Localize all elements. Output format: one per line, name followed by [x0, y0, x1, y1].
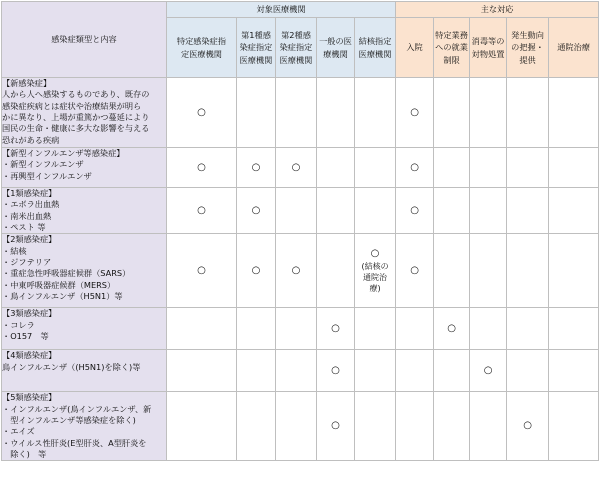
circle-mark: ○ — [197, 204, 206, 216]
table-cell — [167, 78, 237, 148]
column-header-line: 制限 — [443, 54, 460, 65]
disease-category-text: ・O157 等 — [2, 330, 49, 341]
circle-mark: ○ — [251, 265, 261, 276]
main-response-header: 主な対応 — [396, 2, 599, 18]
infectious-disease-table — [1, 1, 599, 461]
disease-category-text: 感染症疾病とは症状や治療結果が明ら — [2, 100, 142, 111]
table-cell — [317, 308, 355, 350]
circle-mark: ○ — [410, 106, 419, 118]
circle-mark: ○ — [483, 365, 493, 376]
disinfection-header — [470, 18, 507, 78]
table-cell — [507, 188, 549, 234]
disease-category-cell — [2, 148, 167, 188]
disease-category-text: ・中東呼吸器症候群（MERS） — [2, 279, 116, 290]
disease-category-title: 【新感染症】 — [2, 78, 52, 88]
disease-category-text: ・再興型インフルエンザ — [2, 170, 92, 181]
table-cell — [276, 308, 317, 350]
table-cell — [396, 188, 434, 234]
column-header-line: 染症指定 — [239, 42, 273, 53]
table-cell — [507, 308, 549, 350]
table-cell — [317, 234, 355, 308]
table-cell — [549, 308, 599, 350]
table-row — [2, 188, 599, 234]
column-header-line: 特定業務 — [435, 30, 468, 41]
type2-designated-hospital-header — [276, 18, 317, 78]
table-cell — [396, 392, 434, 461]
circle-mark: ○ — [197, 161, 206, 173]
column-header-line: 結核指定 — [358, 36, 392, 47]
hospitalization-header — [396, 18, 434, 78]
disease-category-text: 恐れがある疾病 — [2, 134, 60, 145]
table-cell — [470, 234, 507, 308]
table-cell — [167, 308, 237, 350]
table-cell — [470, 392, 507, 461]
disease-category-text: ・ジフテリア — [2, 256, 52, 267]
table-row — [2, 350, 599, 392]
table-cell — [355, 392, 396, 461]
table-cell — [276, 350, 317, 392]
circle-mark: ○ — [331, 420, 340, 432]
disease-category-text: 鳥インフルエンザ（(H5N1)を除く)等 — [2, 361, 141, 372]
table-cell — [434, 78, 470, 148]
table-cell — [470, 188, 507, 234]
table-cell — [434, 350, 470, 392]
table-cell — [507, 78, 549, 148]
table-cell — [396, 350, 434, 392]
table-cell — [276, 188, 317, 234]
table-cell — [237, 350, 276, 392]
disease-category-text: ・結核 — [2, 245, 27, 256]
table-row — [2, 78, 599, 148]
table-cell — [355, 78, 396, 148]
table-cell — [434, 188, 470, 234]
tuberculosis-outpatient-note: 療) — [369, 284, 381, 294]
table-cell — [549, 350, 599, 392]
column-header-line: 特定感染症指 — [176, 36, 227, 47]
column-header-line: 第1種感 — [241, 30, 271, 41]
circle-mark: ○ — [197, 265, 206, 276]
tuberculosis-outpatient-note: 通院治 — [363, 272, 388, 282]
disease-category-text: かに異なり、上場が重篤かつ蔓延により — [2, 111, 150, 122]
disease-category-text: ・インフルエンザ(鳥インフルエンザ、新 — [2, 403, 152, 414]
table-cell — [396, 234, 434, 308]
disease-category-text: ・重症急性呼吸器症候群（SARS） — [2, 268, 131, 279]
tuberculosis-outpatient-note: (結核の — [361, 261, 389, 271]
table-cell — [507, 392, 549, 461]
column-header-line: への就業 — [435, 42, 468, 53]
column-header-line: 医療機関 — [279, 54, 313, 65]
table-row — [2, 148, 599, 188]
table-cell — [276, 234, 317, 308]
table-cell — [167, 188, 237, 234]
disease-category-cell — [2, 350, 167, 392]
table-cell — [434, 234, 470, 308]
table-cell — [237, 392, 276, 461]
disease-category-title: 【3類感染症】 — [2, 308, 57, 319]
table-cell — [549, 188, 599, 234]
table-cell — [470, 350, 507, 392]
column-header-line: 第2種感 — [281, 30, 311, 41]
disease-category-title: 【新型インフルエンザ等感染症】 — [2, 148, 125, 158]
disease-category-title: 【5類感染症】 — [2, 392, 57, 403]
circle-mark: ○ — [410, 161, 419, 173]
table-cell — [167, 148, 237, 188]
table-cell — [396, 148, 434, 188]
column-header-line: 入院 — [406, 42, 423, 53]
table-cell — [549, 148, 599, 188]
disease-category-text: ・鳥インフルエンザ（H5N1）等 — [2, 290, 123, 301]
column-header-line: 療機関 — [323, 48, 348, 59]
column-header-line: 通院治療 — [557, 42, 590, 53]
table-cell — [355, 350, 396, 392]
table-row — [2, 234, 599, 308]
table-cell — [507, 234, 549, 308]
disease-category-text: 人から人へ感染するものであり、既存の — [2, 89, 150, 100]
disease-category-text: 除く) 等 — [2, 448, 47, 459]
disease-category-text: 国民の生命・健康に多大な影響を与える — [2, 123, 150, 134]
circle-mark: ○ — [197, 106, 206, 118]
disease-category-text: ・ウイルス性肝炎(E型肝炎、A型肝炎を — [2, 437, 147, 448]
circle-mark: ○ — [291, 265, 301, 276]
disease-category-text: 型インフルエンザ等感染症を除く) — [2, 414, 136, 425]
table-cell — [276, 148, 317, 188]
table-cell — [434, 392, 470, 461]
target-medical-institutions-header: 対象医療機関 — [167, 2, 396, 18]
table-cell — [317, 392, 355, 461]
table-cell — [317, 148, 355, 188]
disease-category-text: ・コレラ — [2, 319, 35, 330]
table-cell — [434, 148, 470, 188]
disease-category-title: 【4類感染症】 — [2, 350, 57, 361]
table-cell — [237, 234, 276, 308]
table-cell — [434, 308, 470, 350]
circle-mark: ○ — [370, 248, 380, 260]
table-cell — [237, 188, 276, 234]
table-cell — [549, 234, 599, 308]
table-cell — [237, 308, 276, 350]
table-cell — [470, 308, 507, 350]
table-cell — [167, 392, 237, 461]
column-header-line: 医療機関 — [358, 48, 392, 59]
disease-category-cell — [2, 188, 167, 234]
disease-category-title: 【1類感染症】 — [2, 188, 57, 198]
circle-mark: ○ — [410, 265, 419, 276]
table-cell — [167, 350, 237, 392]
disease-category-text: ・南米出血熱 — [2, 210, 52, 221]
disease-category-cell — [2, 392, 167, 461]
table-cell — [317, 78, 355, 148]
circle-mark: ○ — [523, 420, 532, 432]
table-row — [2, 392, 599, 461]
disease-category-text: ・エボラ出血熱 — [2, 199, 60, 210]
column-header-line: 発生動向 — [511, 30, 544, 41]
work-restriction-header — [434, 18, 470, 78]
table-cell — [276, 392, 317, 461]
trend-monitoring-header — [507, 18, 549, 78]
table-cell — [549, 78, 599, 148]
disease-category-cell — [2, 308, 167, 350]
table-row — [2, 308, 599, 350]
table-cell — [355, 148, 396, 188]
table-cell — [507, 350, 549, 392]
table-cell — [470, 78, 507, 148]
column-header-line: 染症指定 — [279, 42, 313, 53]
table-cell — [237, 78, 276, 148]
disease-type-header: 感染症類型と内容 — [2, 2, 167, 78]
disease-category-text: ・ペスト 等 — [2, 221, 46, 232]
circle-mark: ○ — [410, 204, 419, 216]
circle-mark: ○ — [251, 204, 261, 216]
table-cell — [317, 188, 355, 234]
table-cell — [317, 350, 355, 392]
column-header-line: 消毒等の — [471, 36, 505, 47]
disease-category-title: 【2類感染症】 — [2, 234, 57, 245]
table-cell — [355, 234, 396, 308]
column-header-line: 提供 — [519, 54, 536, 65]
circle-mark: ○ — [331, 323, 340, 334]
circle-mark: ○ — [447, 323, 456, 334]
column-header-line: 対物処置 — [471, 48, 505, 59]
outpatient-treatment-header — [549, 18, 599, 78]
table-cell — [167, 234, 237, 308]
general-medical-institution-header — [317, 18, 355, 78]
table-cell — [549, 392, 599, 461]
table-cell — [396, 78, 434, 148]
table-cell — [237, 148, 276, 188]
disease-category-cell — [2, 234, 167, 308]
table-cell — [355, 308, 396, 350]
disease-category-text: ・エイズ — [2, 426, 35, 437]
table-cell — [276, 78, 317, 148]
type1-designated-hospital-header — [237, 18, 276, 78]
table-cell — [470, 148, 507, 188]
column-header-line: の把握・ — [511, 42, 544, 53]
tuberculosis-designated-hospital-header — [355, 18, 396, 78]
disease-category-cell — [2, 78, 167, 148]
column-header-line: 医療機関 — [239, 54, 273, 65]
circle-mark: ○ — [331, 365, 340, 376]
table-cell — [355, 188, 396, 234]
specified-infectious-disease-hospital-header — [167, 18, 237, 78]
column-header-line: 一般の医 — [319, 36, 352, 47]
disease-category-text: ・新型インフルエンザ — [2, 159, 84, 170]
circle-mark: ○ — [291, 161, 301, 173]
column-header-line: 定医療機関 — [181, 48, 222, 59]
table-cell — [396, 308, 434, 350]
table-cell — [507, 148, 549, 188]
circle-mark: ○ — [251, 161, 261, 173]
